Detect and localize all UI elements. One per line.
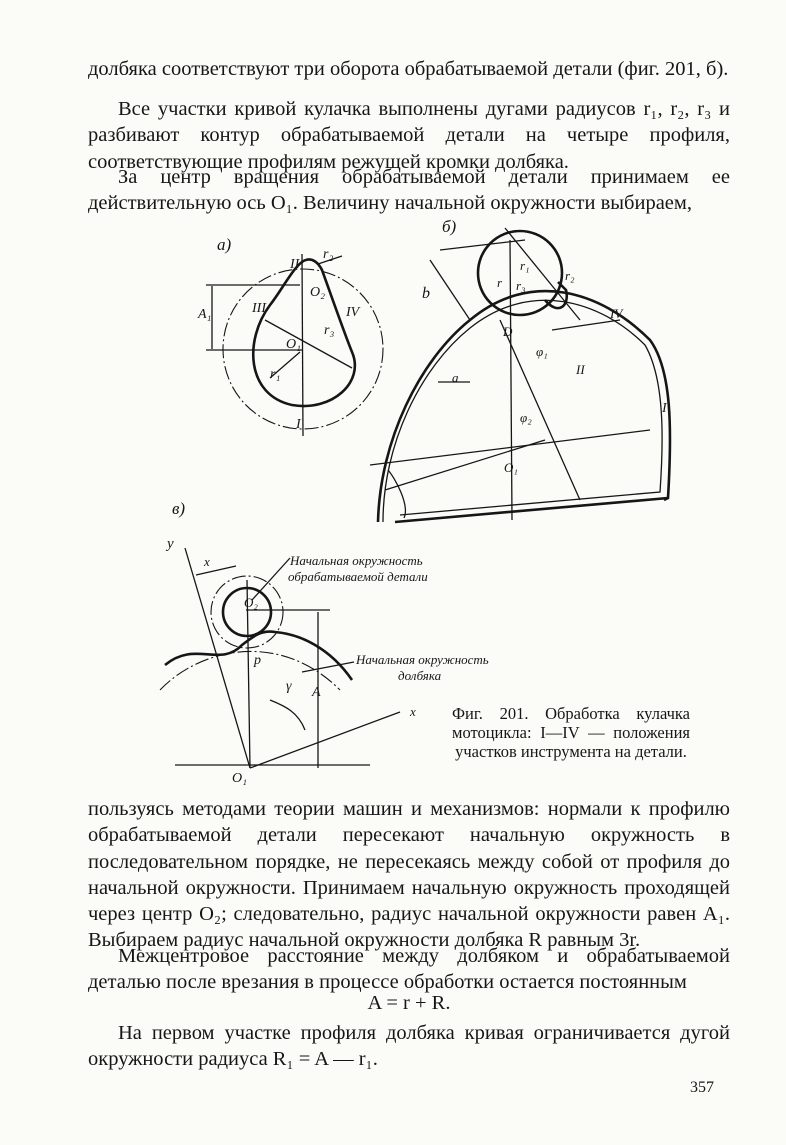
fig-v-label-O2: O₂: [244, 595, 258, 610]
fig-b-label-phi1: φ₁: [536, 344, 548, 359]
fig-v-note-cutter-line1: Начальная окружность: [356, 652, 489, 667]
fig-a-label-II: II: [290, 257, 300, 272]
fig-b-label-r2: r₂: [565, 268, 575, 283]
fig-a-label-O1: O₁: [286, 337, 301, 352]
fig-a-label-I: I: [296, 417, 301, 432]
figure-a: [197, 235, 383, 436]
fig-a-letter: а): [217, 235, 232, 254]
fig-v-note-cutter-line2: долбяка: [398, 668, 442, 683]
fig-a-cam-profile: [253, 259, 355, 406]
fig-a-label-III: III: [252, 301, 266, 316]
fig-b-label-phi2: φ₂: [520, 410, 532, 425]
fig-a-label-r2: r₂: [323, 247, 334, 262]
fig-b-label-D: D: [503, 324, 513, 339]
fig-b-cutter-outline: [378, 291, 670, 522]
fig-b-label-O1: O₁: [504, 460, 518, 475]
fig-v-y-axis: [185, 548, 250, 768]
fig-b-label-b: b: [422, 285, 430, 302]
fig-b-label-IV: IV: [610, 306, 623, 321]
fig-v-label-gamma: γ: [286, 679, 292, 694]
paragraph-2: Все участки кривой кулачка выполнены дугами радиусов r₁, r₂, r₃ и разбивают контур обрабатываемой детали на четыре профиля, соответствующие профилям режущей кромки долбяка.: [88, 98, 730, 173]
fig-v-label-A: A: [312, 685, 321, 700]
fig-v-letter: в): [172, 499, 186, 518]
figure-b: [370, 217, 670, 522]
fig-v-x-axis: [250, 712, 400, 768]
fig-v-note-detail-line2: обрабатываемой детали: [288, 569, 428, 584]
page-number: 357: [690, 1079, 714, 1096]
fig-b-label-r3: r₃: [516, 278, 526, 293]
fig-v-note-detail-line1: Начальная окружность: [290, 553, 423, 568]
paragraph-1: долбяка соответствуют три оборота обрабатываемой детали (фиг. 201, б).: [88, 58, 729, 80]
fig-b-label-r: r: [497, 275, 503, 290]
paragraph-4: пользуясь методами теории машин и механизмов: нормали к профилю обрабатываемой детали пересекают начальную окружность в последовательном порядке, не пересекаясь между собой от профиля до начальной окружности. Принимаем начальную окружность проходящей через центр O₂; следовательно, радиус начальной окружности равен A₁. Выбираем радиус начальной окружности долбяка R равным 3r.: [88, 798, 730, 952]
fig-a-label-r3: r₃: [324, 323, 335, 338]
fig-v-label-p: p: [254, 653, 261, 668]
fig-v-label-x-top: x: [204, 554, 210, 569]
figure-caption: Фиг. 201. Обработка кулачка мотоцикла: I—IV — положения участков инструмента на детали.: [452, 704, 690, 761]
fig-b-label-I: I: [662, 401, 667, 416]
fig-a-label-A1: A₁: [198, 307, 212, 322]
fig-b-letter: б): [442, 217, 457, 236]
fig-a-label-r1: r₁: [270, 367, 281, 382]
paragraph-6: На первом участке профиля долбяка кривая ограничивается дугой окружности радиуса R₁ = A — r₁.: [88, 1022, 730, 1071]
fig-v-label-x: x: [410, 704, 416, 719]
figure-v: [160, 499, 489, 786]
paragraph-3: За центр вращения обрабатываемой детали принимаем ее действительную ось O₁. Величину начальной окружности выбираем,: [88, 166, 730, 215]
fig-a-axis: [302, 254, 303, 436]
fig-v-label-O1: O₁: [232, 771, 247, 786]
paragraph-5: Межцентровое расстояние между долбяком и обрабатываемой деталью после врезания в процессе обработки остается постоянным: [88, 945, 730, 994]
fig-a-label-O2: O₂: [310, 285, 325, 300]
fig-b-label-II: II: [576, 362, 585, 377]
formula: A = r + R.: [367, 992, 451, 1014]
fig-b-label-a: a: [452, 370, 459, 385]
fig-v-label-y: y: [167, 536, 174, 552]
fig-b-label-r1: r₁: [520, 258, 530, 273]
fig-a-label-IV: IV: [346, 305, 360, 320]
